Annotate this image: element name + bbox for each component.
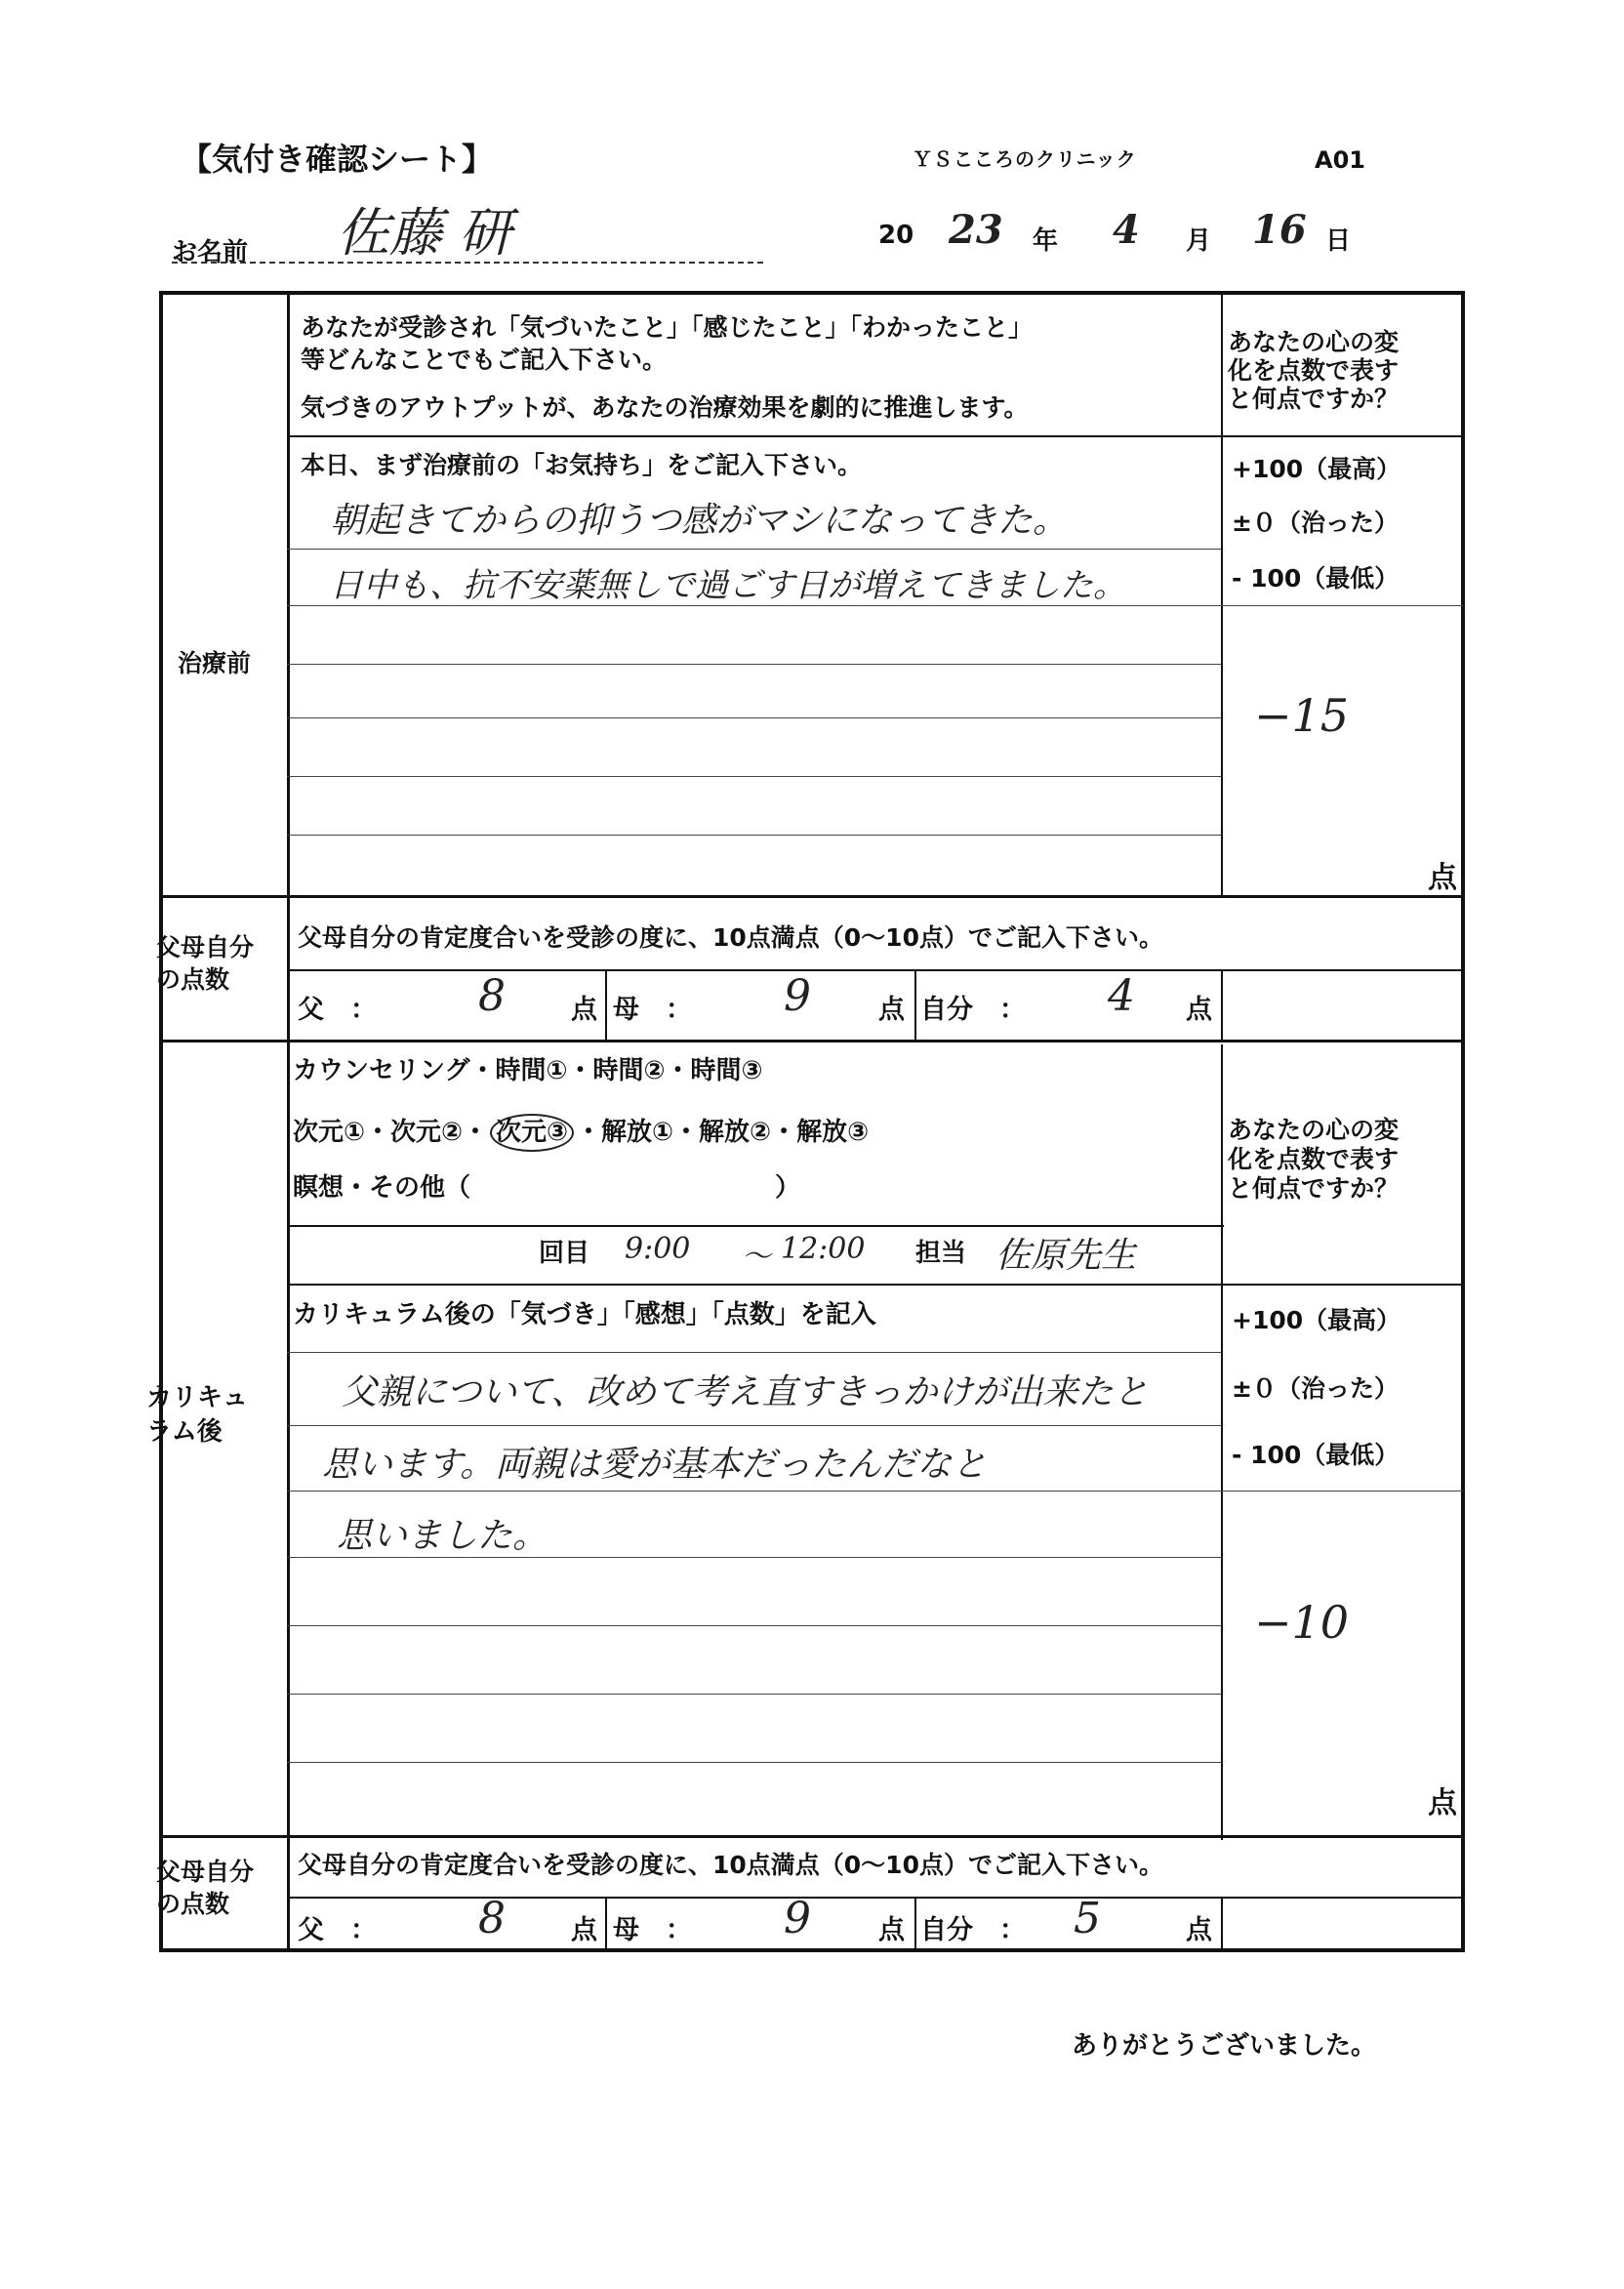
score-question2-line2: 化を点数で表す [1228, 1145, 1400, 1173]
rule-parents2-mid [287, 1897, 1463, 1899]
rule-curriculum-bottom [161, 1835, 1463, 1838]
rule-intro-bottom [287, 435, 1463, 437]
parents1-cell-divider [605, 969, 607, 1040]
parents2-label-line2: の点数 [156, 1890, 230, 1918]
date-year-label: 年 [1033, 226, 1059, 256]
parents1-label-line1: 父母自分 [156, 933, 255, 961]
curriculum-entry-line1[interactable]: 父親について、改めて考え直すきっかけが出来たと [342, 1372, 1149, 1412]
score-column-divider-top [1221, 293, 1223, 898]
scale-low-1: - 100（最低） [1232, 564, 1400, 593]
parents1-mother-unit: 点 [878, 995, 905, 1025]
parents1-instruction: 父母自分の肯定度合いを受診の度に、10点満点（0〜10点）でご記入下さい。 [298, 923, 1163, 952]
parents2-instruction: 父母自分の肯定度合いを受診の度に、10点満点（0〜10点）でご記入下さい。 [298, 1851, 1163, 1879]
writing-line [287, 549, 1221, 550]
parents2-label-line1: 父母自分 [156, 1858, 255, 1886]
name-field-value[interactable]: 佐藤 研 [337, 202, 512, 264]
writing-line [287, 1762, 1221, 1763]
parents1-label-line2: の点数 [156, 965, 230, 994]
pre-treatment-label: 治療前 [178, 649, 252, 677]
pre-treatment-prompt: 本日、まず治療前の「お気持ち」をご記入下さい。 [301, 451, 863, 479]
parents2-father-value[interactable]: 8 [478, 1894, 506, 1943]
document-code: A01 [1315, 146, 1365, 174]
curriculum-score-unit: 点 [1428, 1786, 1457, 1820]
time-separator: 〜 [742, 1240, 771, 1274]
writing-line [287, 717, 1221, 718]
parents1-self-unit: 点 [1186, 995, 1212, 1025]
intro-text-line3: 気づきのアウトプットが、あなたの治療効果を劇的に推進します。 [301, 393, 1029, 422]
scale-high-2: +100（最高） [1232, 1306, 1401, 1334]
parents2-father-label: 父 ： [298, 1915, 377, 1945]
time-end-value[interactable]: 12:00 [781, 1232, 866, 1266]
round-label: 回目 [539, 1239, 590, 1268]
scale-mid-2: ±０（治った） [1232, 1374, 1399, 1403]
writing-line [287, 1625, 1221, 1626]
parents1-cell-divider [914, 969, 916, 1040]
curriculum-entry-line2[interactable]: 思います。両親は愛が基本だったんだなと [322, 1445, 988, 1485]
writing-line [287, 835, 1221, 836]
label-column-divider [287, 293, 290, 1950]
intro-text-line2: 等どんなことでもご記入下さい。 [301, 346, 668, 374]
name-underline [172, 262, 763, 264]
parents2-mother-value[interactable]: 9 [784, 1894, 811, 1943]
pre-treatment-score-value[interactable]: −15 [1254, 689, 1350, 742]
parents1-father-label: 父 ： [298, 995, 377, 1025]
score-question-line3: と何点ですか？ [1228, 385, 1400, 413]
rule-scale-bottom-2 [1221, 1491, 1463, 1492]
writing-line [287, 1352, 1221, 1353]
curriculum-label-line1: カリキュ [146, 1383, 249, 1412]
parents2-father-unit: 点 [571, 1915, 597, 1945]
score-question-line2: 化を点数で表す [1228, 356, 1400, 385]
pre-treatment-entry-line2[interactable]: 日中も、抗不安薬無しで過ごす日が増えてきました。 [330, 566, 1126, 605]
curriculum-options-line2 [293, 1114, 869, 1152]
staff-label: 担当 [915, 1239, 967, 1268]
score-column-divider-bottom [1221, 1044, 1223, 1840]
parents2-cell-divider [1221, 1897, 1223, 1950]
rule-curriculum-round-bottom [287, 1284, 1463, 1286]
score-question-line1: あなたの心の変 [1228, 328, 1400, 356]
curriculum-option-dimension-a[interactable]: 次元①・次元②・ [293, 1118, 489, 1147]
parents1-father-value[interactable]: 8 [478, 971, 506, 1021]
date-century: 20 [878, 221, 914, 250]
curriculum-option-dimension3-selected[interactable]: 次元③ [490, 1114, 574, 1152]
parents2-mother-unit: 点 [878, 1915, 905, 1945]
clinic-name: ＹＳこころのクリニック [913, 147, 1137, 171]
name-label: お名前 [172, 238, 249, 267]
curriculum-options-line1: カウンセリング・時間①・時間②・時間③ [293, 1056, 763, 1085]
time-start-value[interactable]: 9:00 [625, 1232, 691, 1266]
pre-treatment-entry-line1[interactable]: 朝起きてからの抑うつ感がマシになってきた。 [330, 501, 1069, 541]
thanks-message: ありがとうございました。 [1072, 2031, 1377, 2061]
date-day-value[interactable]: 16 [1252, 207, 1307, 253]
writing-line [287, 1425, 1221, 1426]
staff-value[interactable]: 佐原先生 [995, 1236, 1137, 1276]
curriculum-label-line2: ラム後 [146, 1417, 223, 1447]
date-month-label: 月 [1186, 226, 1212, 256]
parents2-self-value[interactable]: 5 [1074, 1894, 1101, 1943]
intro-text-line1: あなたが受診され「気づいたこと」「感じたこと」「わかったこと」 [301, 313, 1034, 342]
parents1-self-value[interactable]: 4 [1108, 971, 1135, 1021]
writing-line [287, 1694, 1221, 1695]
parents2-self-unit: 点 [1186, 1915, 1212, 1945]
date-year-value[interactable]: 23 [949, 207, 1003, 253]
curriculum-score-value[interactable]: −10 [1254, 1596, 1350, 1649]
parents2-cell-divider [605, 1897, 607, 1950]
score-question2-line1: あなたの心の変 [1228, 1116, 1400, 1144]
rule-pre-treatment-bottom [161, 895, 1463, 898]
curriculum-entry-line3[interactable]: 思いました。 [337, 1516, 548, 1556]
curriculum-options-line3: 瞑想・その他（ ） [293, 1173, 801, 1203]
rule-scale-bottom-1 [1221, 605, 1463, 606]
curriculum-after-prompt: カリキュラム後の「気づき」「感想」「点数」を記入 [293, 1300, 876, 1329]
scale-low-2: - 100（最低） [1232, 1441, 1400, 1469]
scale-mid-1: ±０（治った） [1232, 509, 1399, 537]
parents1-mother-label: 母 ： [613, 995, 692, 1025]
pre-treatment-score-unit: 点 [1428, 861, 1457, 895]
parents2-self-label: 自分 ： [920, 1915, 1026, 1945]
writing-line [287, 776, 1221, 777]
date-day-label: 日 [1325, 226, 1352, 256]
parents2-cell-divider [914, 1897, 916, 1950]
curriculum-option-release[interactable]: ・解放①・解放②・解放③ [576, 1118, 870, 1147]
rule-curriculum-options-bottom [287, 1225, 1224, 1227]
rule-parents1-mid [287, 969, 1463, 971]
rule-parents1-bottom [161, 1040, 1463, 1042]
parents1-self-label: 自分 ： [920, 995, 1026, 1025]
sheet-title: 【気付き確認シート】 [181, 141, 494, 178]
date-month-value[interactable]: 4 [1113, 207, 1140, 253]
parents1-cell-divider [1221, 969, 1223, 1040]
parents1-mother-value[interactable]: 9 [784, 971, 811, 1021]
parents1-father-unit: 点 [571, 995, 597, 1025]
score-question2-line3: と何点ですか？ [1228, 1174, 1400, 1203]
parents2-mother-label: 母 ： [613, 1915, 692, 1945]
writing-line [287, 664, 1221, 665]
scale-high-1: +100（最高） [1232, 455, 1401, 483]
writing-line [287, 1491, 1221, 1492]
